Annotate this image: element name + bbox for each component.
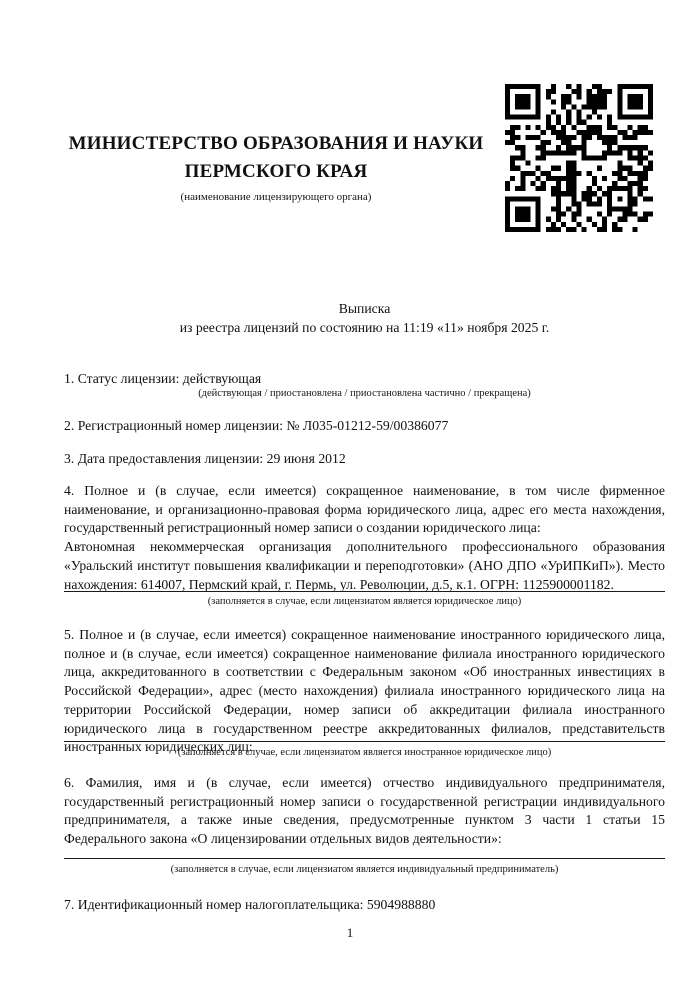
item-license-status: 1. Статус лицензии: действующая [64,371,262,386]
issuer-name-line2: ПЕРМСКОГО КРАЯ [184,161,368,182]
item-legal-entity-caption: (заполняется в случае, если лицензиатом является юридическое лицо) [207,596,522,607]
item-foreign-entity-caption: (заполняется в случае, если лицензиатом является иностранное юридическое лицо) [177,747,552,758]
item-foreign-entity: 5. Полное и (в случае, если имеется) сокращенное наименование иностранного юридического лица, полное и (в случае, если имеется) сокращенное наименование филиала иностранного юридического лица, аккредитованного в соответствии с Федеральным законом «Об иностранных инвестициях в Российской Федерации», адрес (место нахождения) филиала иностранного юридического лица на территории Российской Федерации, номер записи об аккредитации филиала иностранного юридического лица в государственном реестре аккредитованных филиалов, представительств иностранных юридических лиц: [64,627,665,755]
document-title-line2: из реестра лицензий по состоянию на 11:19 «11» ноября 2025 г. [179,320,550,335]
item-entrepreneur-caption: (заполняется в случае, если лицензиатом является индивидуальный предприниматель) [170,864,559,875]
issuer-name-line1: МИНИСТЕРСТВО ОБРАЗОВАНИЯ И НАУКИ [68,133,484,154]
issuer-header [64,130,488,204]
document-title [64,299,665,337]
issuer-caption: (наименование лицензирующего органа) [180,191,372,203]
fill-in-rule-legal-entity [64,591,665,592]
item-legal-entity-value: Автономная некоммерческая организация дополнительного профессионального образования «Уральский институт повышения квалификации и переподготовки» (АНО ДПО «УрИПКиП»). Место нахождения: 614007, Пермский край, г. Пермь, ул. Революции, д.5, к.1. ОГРН: 1125900001182. [64,539,665,592]
item-grant-date: 3. Дата предоставления лицензии: 29 июня 2012 [64,451,346,466]
fill-in-rule-foreign-entity [64,741,665,742]
item-legal-entity [64,482,665,594]
item-entrepreneur: 6. Фамилия, имя и (в случае, если имеется) отчество индивидуального предпринимателя, государственный регистрационный номер записи о государственной регистрации индивидуального предпринимателя, а также иные сведения, предусмотренные пунктом 3 части 1 статьи 15 Федерального закона «О лицензировании отдельных видов деятельности»: [64,775,665,847]
page-number: 1 [346,925,354,940]
item-legal-entity-text: 4. Полное и (в случае, если имеется) сокращенное наименование, в том числе фирменное наименование, и организационно-правовая форма юридического лица, адрес его места нахождения, государственный регистрационный номер записи о создании юридического лица: [64,483,665,536]
issuer-name [64,130,488,186]
document-title-line1: Выписка [338,301,391,316]
item-license-status-caption: (действующая / приостановлена / приостановлена частично / прекращена) [198,388,531,399]
fill-in-rule-entrepreneur [64,858,665,859]
qr-code-icon [505,84,653,232]
item-inn: 7. Идентификационный номер налогоплательщика: 5904988880 [64,897,436,912]
item-registration-number: 2. Регистрационный номер лицензии: № Л035-01212-59/00386077 [64,418,449,433]
